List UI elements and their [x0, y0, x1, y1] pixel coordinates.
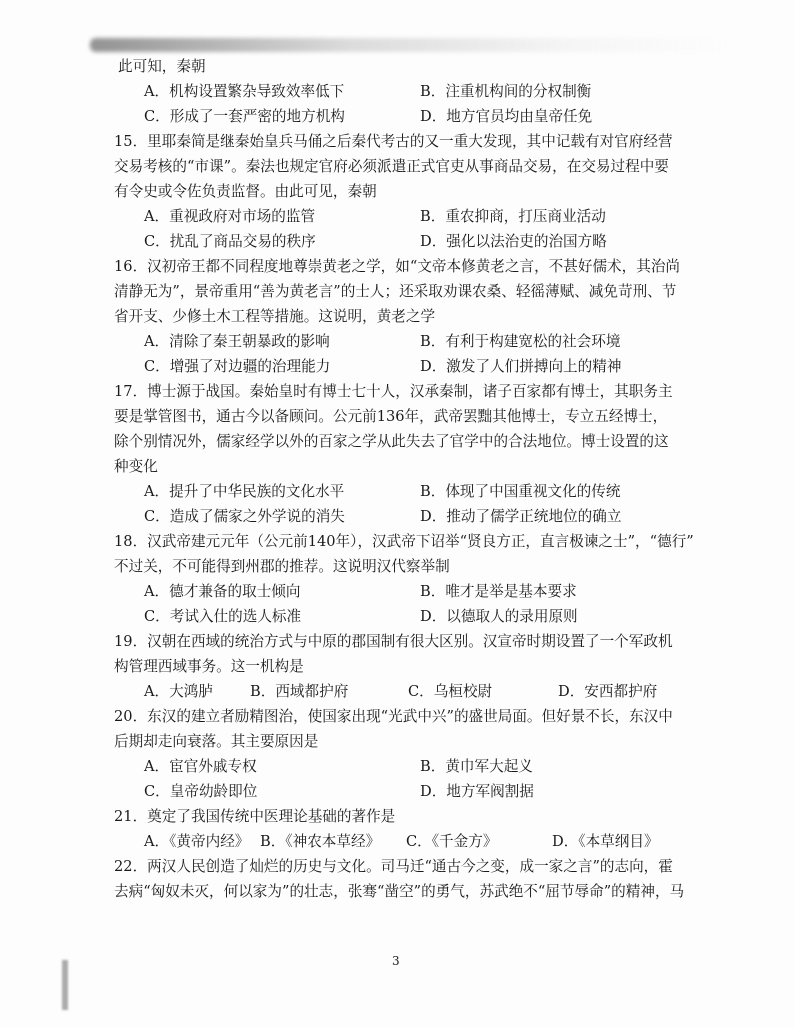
q14-options-row2: [128, 104, 694, 129]
q16-options-row1: [128, 329, 694, 354]
q15-stem-line3: 有令史或令佐负责监督。由此可见，秦朝: [114, 183, 377, 200]
q16-option-a: A．清除了秦王朝暴政的影响: [144, 333, 330, 350]
q19-option-d: D．安西都护府: [558, 683, 658, 700]
q20-option-c: C．皇帝幼龄即位: [144, 783, 258, 800]
q17-option-a: A．提升了中华民族的文化水平: [144, 483, 345, 500]
q19-option-a: A．大鸿胪: [144, 683, 213, 700]
q18-option-d: D．以德取人的录用原则: [420, 608, 578, 625]
q19-options-row: [128, 679, 694, 704]
q16-stem-line1: 16．汉初帝王都不同程度地尊崇黄老之学，如“文帝本修黄老之言，不甚好儒术，其治尚: [114, 258, 681, 275]
q20-options-row2: [128, 779, 694, 804]
q17-stem-line1: 17．博士源于战国。秦始皇时有博士七十人，汉承秦制，诸子百家都有博士，其职务主: [114, 383, 673, 400]
q17-stem-line4: 种变化: [114, 458, 158, 475]
q20-stem-line2: 后期却走向衰落。其主要原因是: [114, 733, 319, 750]
q19-stem-line2: 构管理西域事务。这一机构是: [114, 658, 304, 675]
q14-option-d: D．地方官员均由皇帝任免: [420, 108, 593, 125]
q14-option-a: A．机构设置繁杂导致效率低下: [144, 83, 345, 100]
q20-option-d: D．地方军阀割据: [420, 783, 534, 800]
q14-option-c: C．形成了一套严密的地方机构: [144, 108, 345, 125]
q15-options-row1: [128, 204, 694, 229]
q21-option-c: C．《千金方》: [406, 833, 498, 850]
q20-stem-line1: 20．东汉的建立者励精图治，使国家出现“光武中兴”的盛世局面。但好景不长，东汉中: [114, 708, 673, 725]
q15-option-d: D．强化以法治吏的治国方略: [420, 233, 607, 250]
page-number: 3: [392, 954, 400, 968]
q15-stem-line1: 15．里耶秦简是继秦始皇兵马俑之后秦代考古的又一重大发现，其中记载有对官府经营: [114, 133, 673, 150]
q18-option-b: B．唯才是举是基本要求: [420, 583, 577, 600]
q14-option-b: B．注重机构间的分权制衡: [420, 83, 592, 100]
q16-option-c: C．增强了对边疆的治理能力: [144, 358, 331, 375]
q19-stem-line1: 19．汉朝在西域的统治方式与中原的郡国制有很大区别。汉宣帝时期设置了一个军政机: [114, 633, 673, 650]
q20-options-row1: [128, 754, 694, 779]
q15-options-row2: [128, 229, 694, 254]
q16-option-d: D．激发了人们拼搏向上的精神: [420, 358, 622, 375]
q21-options-row: [128, 829, 694, 854]
q18-option-a: A．德才兼备的取士倾向: [144, 583, 301, 600]
q22-stem-line2: 去病“匈奴未灭，何以家为”的壮志，张骞“凿空”的勇气，苏武绝不“屈节辱命”的精神，马: [114, 883, 685, 900]
q17-stem-line2: 要是掌管图书，通古今以备顾问。公元前136年，武帝罢黜其他博士，专立五经博士，: [114, 408, 668, 425]
q18-stem-line1: 18．汉武帝建元元年（公元前140年），汉武帝下诏举“贤良方正，直言极谏之士”，“德行”: [114, 533, 694, 550]
q17-option-b: B．体现了中国重视文化的传统: [420, 483, 621, 500]
q21-option-b: B．《神农本草经》: [260, 833, 381, 850]
scan-shadow-left: [62, 960, 68, 1010]
q21-option-a: A．《黄帝内经》: [144, 833, 250, 850]
q18-option-c: C．考试入仕的选人标准: [144, 608, 302, 625]
q16-stem-line2: 清静无为”，景帝重用“善为黄老言”的士人；还采取劝课农桑、轻徭薄赋、减免苛刑、节: [114, 283, 677, 300]
q20-option-b: B．黄巾军大起义: [420, 758, 533, 775]
q17-option-d: D．推动了儒学正统地位的确立: [420, 508, 622, 525]
q16-options-row2: [128, 354, 694, 379]
scan-shadow-top: [90, 38, 730, 52]
q18-options-row2: [128, 604, 694, 629]
q15-stem-line2: 交易考核的“市课”。秦法也规定官府必须派遣正式官吏从事商品交易，在交易过程中要: [114, 158, 669, 175]
q14-options-row1: [128, 79, 694, 104]
q21-option-d: D．《本草纲目》: [552, 833, 659, 850]
q17-option-c: C．造成了儒家之外学说的消失: [144, 508, 345, 525]
q15-option-a: A．重视政府对市场的监管: [144, 208, 316, 225]
q15-option-c: C．扰乱了商品交易的秩序: [144, 233, 316, 250]
q20-option-a: A．宦官外戚专权: [144, 758, 257, 775]
q14-tail: 此可知，秦朝: [118, 58, 206, 75]
q22-stem-line1: 22．两汉人民创造了灿烂的历史与文化。司马迁“通古今之变，成一家之言”的志向，霍: [114, 858, 673, 875]
q16-option-b: B．有利于构建宽松的社会环境: [420, 333, 621, 350]
q17-options-row2: [128, 504, 694, 529]
q19-option-b: B．西域都护府: [250, 683, 349, 700]
question-content: [114, 54, 694, 904]
q15-option-b: B．重农抑商，打压商业活动: [420, 208, 606, 225]
q18-options-row1: [128, 579, 694, 604]
q21-stem-line1: 21．奠定了我国传统中医理论基础的著作是: [114, 808, 396, 825]
q19-option-c: C．乌桓校尉: [408, 683, 493, 700]
q18-stem-line2: 不过关，不可能得到州郡的推荐。这说明汉代察举制: [114, 558, 450, 575]
q17-options-row1: [128, 479, 694, 504]
q17-stem-line3: 除个别情况外，儒家经学以外的百家之学从此失去了官学中的合法地位。博士设置的这: [114, 433, 669, 450]
q16-stem-line3: 省开支、少修土木工程等措施。这说明，黄老之学: [114, 308, 436, 325]
